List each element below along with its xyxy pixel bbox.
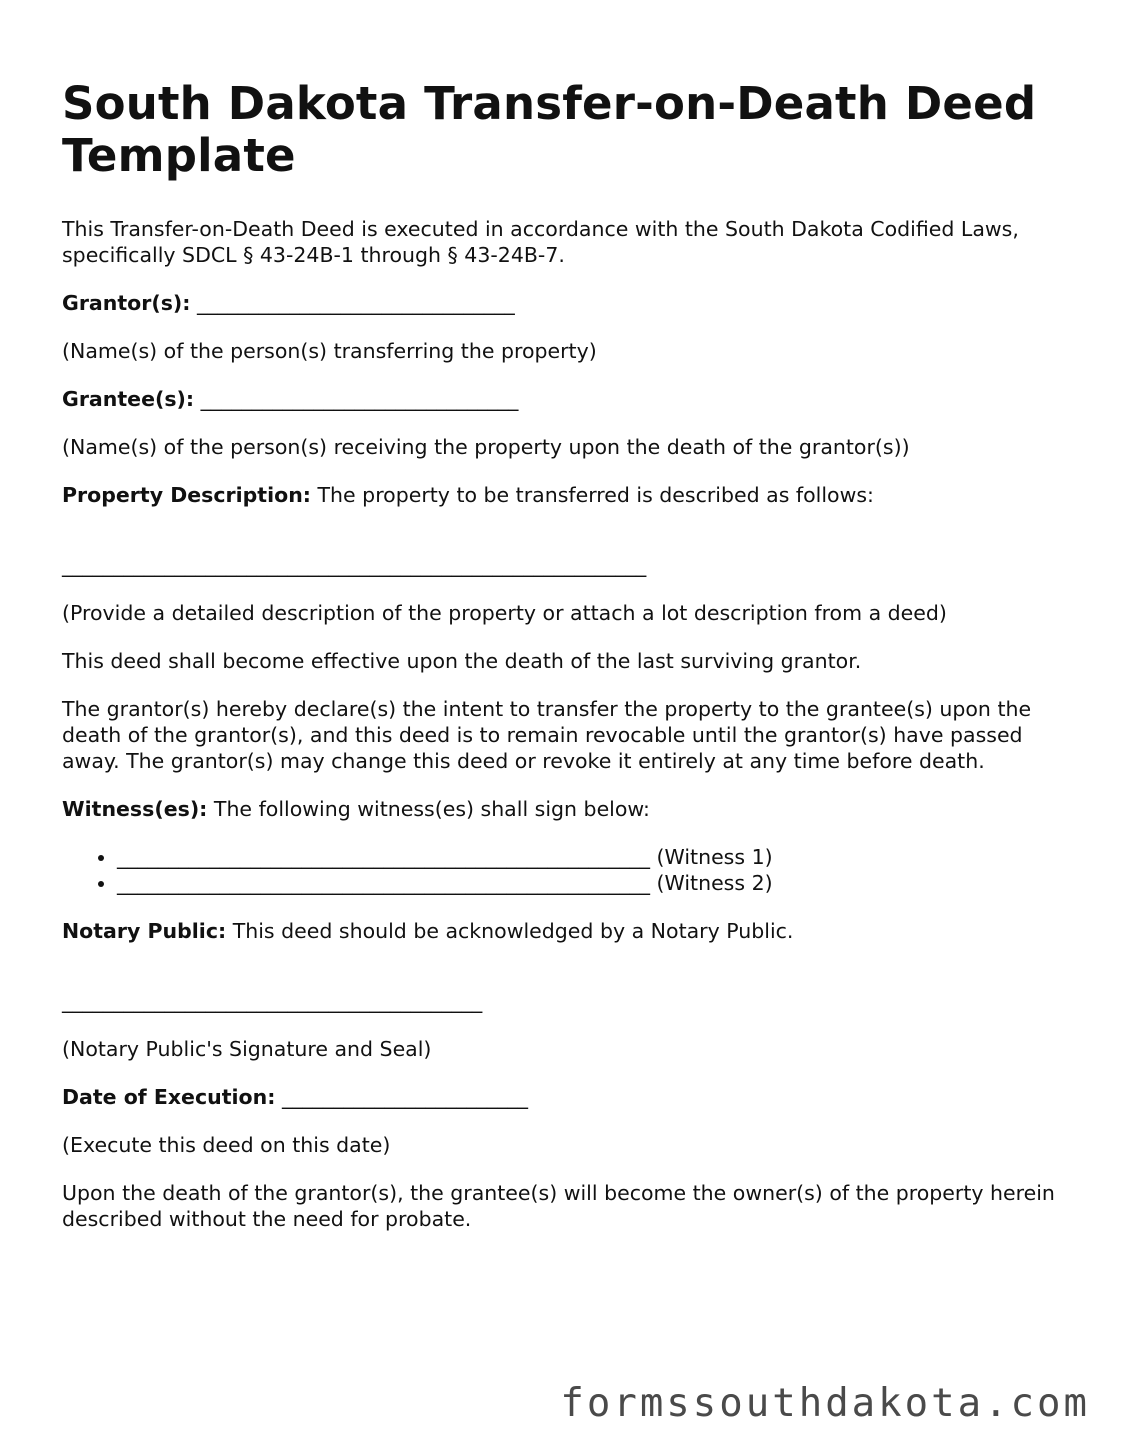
grantee-note: (Name(s) of the person(s) receiving the property upon the death of the grantor(s)): [62, 435, 910, 459]
grantee-blank[interactable]: _______________________________: [200, 387, 519, 411]
notary-line: [62, 918, 1062, 944]
intent-paragraph: The grantor(s) hereby declare(s) the intent to transfer the property to the grantee(s) upon the death of the grantor(s), and this deed is to remain revocable until the grantor(s) have passed away. The grantor(s) may change this deed or revoke it entirely at any time before death.: [62, 697, 1032, 773]
closing-paragraph: Upon the death of the grantor(s), the grantee(s) will become the owner(s) of the property herein described without the need for probate.: [62, 1181, 1055, 1231]
witness-list: [62, 844, 1062, 896]
witnesses-text: The following witness(es) shall sign below:: [213, 797, 650, 821]
property-description-label: Property Description:: [62, 483, 311, 507]
witness-1-label: (Witness 1): [656, 845, 773, 869]
spacer: [62, 966, 1062, 988]
deed-document: [62, 78, 1062, 1254]
intro-paragraph: This Transfer-on-Death Deed is executed in accordance with the South Dakota Codified Laws, specifically SDCL § 43-24B-1 through § 43-24B-7.: [62, 217, 1019, 267]
witnesses-line: [62, 796, 1062, 822]
property-description-line: [62, 482, 1062, 508]
witness-2-blank[interactable]: ____________________________________________________: [117, 871, 650, 895]
witness-2-label: (Witness 2): [656, 871, 773, 895]
notary-signature-blank[interactable]: _________________________________________: [62, 989, 483, 1013]
spacer: [62, 530, 1062, 552]
notary-label: Notary Public:: [62, 919, 227, 943]
grantee-line: [62, 386, 1062, 412]
witnesses-label: Witness(es):: [62, 797, 208, 821]
property-description-blank[interactable]: _________________________________________________________: [62, 553, 647, 577]
grantor-line: [62, 290, 1062, 316]
document-title: South Dakota Transfer-on-Death Deed Template: [62, 77, 1037, 182]
grantor-label: Grantor(s):: [62, 291, 191, 315]
grantor-note: (Name(s) of the person(s) transferring the property): [62, 339, 597, 363]
witness-item: [117, 844, 1062, 870]
witness-1-blank[interactable]: ____________________________________________________: [117, 845, 650, 869]
site-watermark: formssouthdakota.com: [560, 1381, 1090, 1426]
execution-date-label: Date of Execution:: [62, 1085, 276, 1109]
execution-date-blank[interactable]: ________________________: [281, 1085, 528, 1109]
execution-date-note: (Execute this deed on this date): [62, 1133, 391, 1157]
grantor-blank[interactable]: _______________________________: [197, 291, 515, 315]
notary-note: (Notary Public's Signature and Seal): [62, 1037, 432, 1061]
witness-item: [117, 870, 1062, 896]
property-description-text: The property to be transferred is described as follows:: [317, 483, 874, 507]
property-description-note: (Provide a detailed description of the property or attach a lot description from a deed): [62, 601, 947, 625]
execution-date-line: [62, 1084, 1062, 1110]
grantee-label: Grantee(s):: [62, 387, 195, 411]
effective-paragraph: This deed shall become effective upon the death of the last surviving grantor.: [62, 649, 862, 673]
notary-text: This deed should be acknowledged by a Notary Public.: [232, 919, 794, 943]
